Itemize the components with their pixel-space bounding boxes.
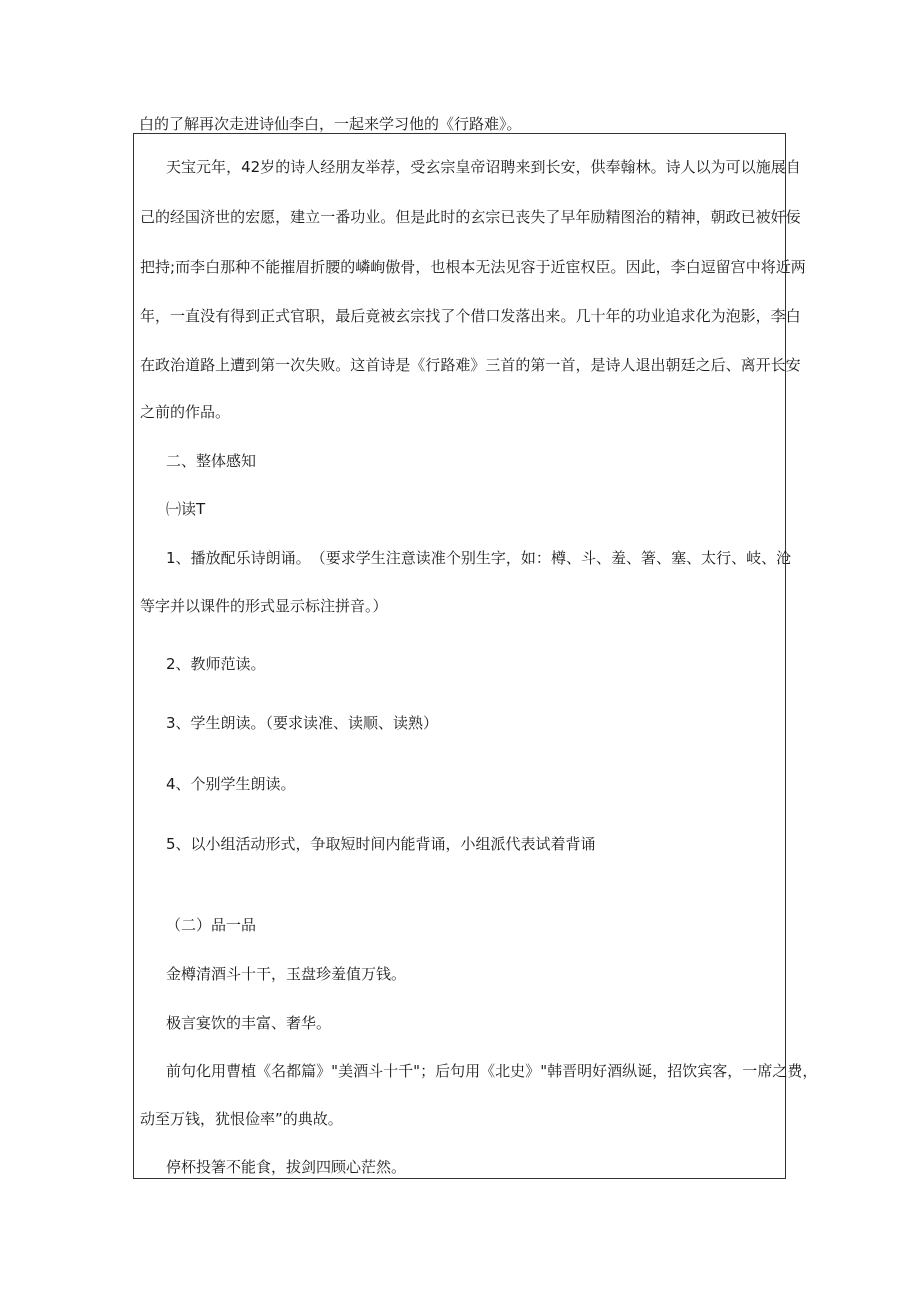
allusion-line-1: 前 句 化 用 曹 植 《 名 都 篇 》 " 美 酒 斗 十 千 " ； 后 句 用 《 北 史 》 " 韩 晋 明 好 酒 纵 诞 ， 招 饮 宾 客 ， 一 席 之 费 ，	[166, 1062, 818, 1080]
paragraph-line-2: 己 的 经 国 济 世 的 宏 愿 ， 建 立 一 番 功 业 。 但 是 此 时 的 玄 宗 已 丧 失 了 早 年 励 精 图 治 的 精 神 ， 朝 政 已 被 奸 佞	[140, 208, 801, 226]
sub-heading-taste: （二）品一品	[166, 916, 257, 934]
sub-heading-read: ㈠读T	[166, 500, 206, 518]
step-3: 3、学生朗读。（要求读准、读顺、读熟）	[166, 714, 439, 732]
intro-line: 白的了解再次走进诗仙李白，一起来学习他的《行路难》。	[139, 115, 522, 133]
paragraph-line-5: 在 政 治 道 路 上 遭 到 第 一 次 失 败 。 这 首 诗 是 《 行 路 难 》 三 首 的 第 一 首 ， 是 诗 人 退 出 朝 廷 之 后 、 离 开 长 安	[140, 356, 801, 374]
poem-line-2: 停杯投箸不能食，拔剑四顾心茫然。	[166, 1158, 407, 1176]
paragraph-line-1: 天 宝 元 年 ， 4 2 岁 的 诗 人 经 朋 友 举 荐 ， 受 玄 宗 皇 帝 诏 聘 来 到 长 安 ， 供 奉 翰 林 。 诗 人 以 为 可 以 施 展 自	[166, 158, 801, 176]
poem-line-1: 金樽清酒斗十干，玉盘珍羞值万钱。	[166, 965, 407, 983]
paragraph-line-3: 把 持 ; 而 李 白 那 种 不 能 摧 眉 折 腰 的 嶙 峋 傲 骨 ， 也 根 本 无 法 见 容 于 近 宦 权 臣 。 因 此 ， 李 白 逗 留 宫 中 将 近 两	[140, 258, 806, 276]
paragraph-line-6: 之前的作品。	[140, 403, 231, 421]
step-5: 5、以小组活动形式，争取短时间内能背诵，小组派代表试着背诵	[166, 835, 596, 853]
step-1-line-1: 1 、 播 放 配 乐 诗 朗 诵 。 （ 要 求 学 生 注 意 读 准 个 别 生 字 ， 如 ： 樽 、 斗 、 羞 、 箸 、 塞 、 太 行 、 岐 、 沧	[166, 549, 792, 567]
section-heading: 二、整体感知	[166, 452, 257, 470]
step-1-line-2: 等字并以课件的形式显示标注拼音。）	[140, 597, 388, 615]
step-2: 2、教师范读。	[166, 655, 266, 673]
paragraph-line-4: 年 ， 一 直 没 有 得 到 正 式 官 职 ， 最 后 竟 被 玄 宗 找 了 个 借 口 发 落 出 来 。 几 十 年 的 功 业 追 求 化 为 泡 影 ， 李 白	[140, 307, 801, 325]
poem-note-1: 极言宴饮的丰富、奢华。	[166, 1014, 332, 1032]
allusion-line-2: 动至万钱，犹恨俭率”的典故。	[140, 1110, 343, 1128]
step-4: 4、个别学生朗读。	[166, 775, 296, 793]
